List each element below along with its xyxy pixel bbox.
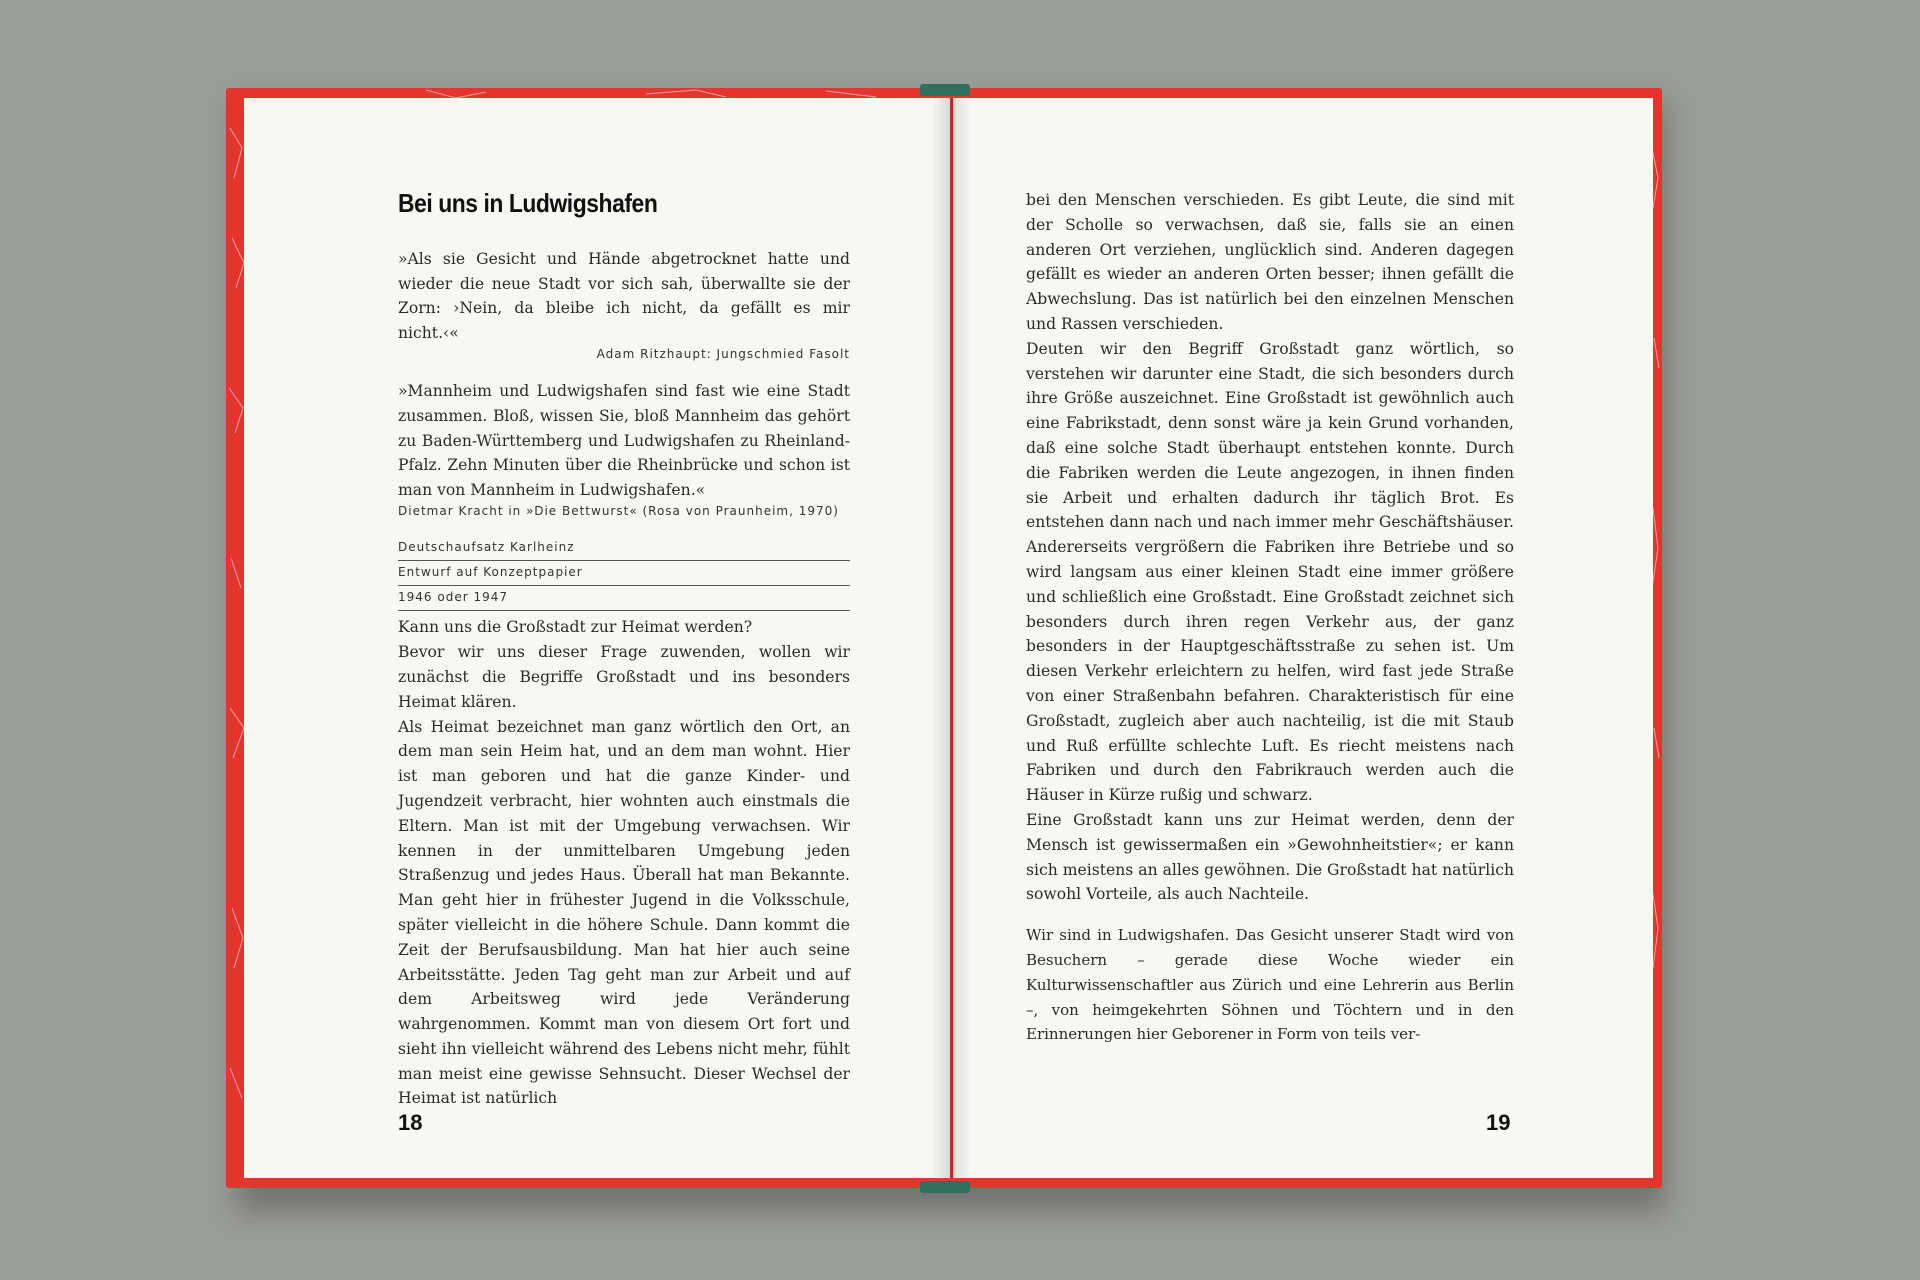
body-paragraph: Bevor wir uns dieser Frage zuwenden, wollen wir zunächst die Begriffe Großstadt und ins besonders Heimat klären. [398, 643, 850, 711]
meta-line: Entwurf auf Konzeptpapier [398, 561, 850, 586]
epigraph-source: Adam Ritzhaupt: Jungschmied Fasolt [596, 347, 850, 362]
headband-bottom [920, 1181, 970, 1193]
body-paragraph: Eine Großstadt kann uns zur Heimat werden, denn der Mensch ist gewissermaßen ein »Gewohnheitstier«; er kann sich meistens an alles gewöhnen. Die Großstadt hat natürlich sowohl Vorteile, als auch Nachteile. [1026, 810, 1514, 904]
epigraph-text: »Mannheim und Ludwigshafen sind fast wie eine Stadt zusammen. Bloß, wissen Sie, bloß Mannheim das gehört zu Baden-Württemberg und Ludwigshafen zu Rheinland-Pfalz. Zehn Minuten über die Rheinbrücke und schon ist man von Mannheim in Ludwigshafen.« [398, 382, 850, 499]
epigraph-text: »Als sie Gesicht und Hände abgetrocknet hatte und wieder die neue Stadt vor sich sah, überwallte sie der Zorn: ›Nein, da bleibe ich nicht, da gefällt es mir nicht.‹« [398, 250, 850, 342]
right-text-column [1026, 188, 1514, 1047]
page-number-right: 19 [1486, 1110, 1511, 1135]
closing-paragraph: Wir sind in Ludwigshafen. Das Gesicht unserer Stadt wird von Besuchern – gerade diese Woche wieder ein Kulturwissenschaftler aus Zürich und eine Lehrerin aus Berlin –, von heimgekehrten Söhnen und Töchtern und in den Erinnerungen hier Geborener in Form von teils ver- [1026, 926, 1514, 1044]
left-text-column [398, 188, 850, 1111]
chapter-heading: Bei uns in Ludwigshafen [398, 188, 658, 218]
epigraph-source: Dietmar Kracht in »Die Bettwurst« (Rosa von Praunheim, 1970) [398, 504, 839, 519]
body-paragraph: Deuten wir den Begriff Großstadt ganz wörtlich, so verstehen wir darunter eine Stadt, die sich besonders durch ihre Größe auszeichnet. Eine Großstadt ist gewöhnlich auch eine Fabrikstadt, denn sonst wäre ja kein Grund vorhanden, daß eine solche Stadt überhaupt entstehen konnte. Durch die Fabriken werden die Leute angezogen, in ihnen finden sie Arbeit und erhalten dadurch ihr täglich Brot. Es entstehen dann nach und nach immer mehr Geschäftshäuser. Andererseits vergrößern die Fabriken ihre Betriebe und so wird langsam aus einer kleinen Stadt eine immer größere und schließlich eine Großstadt. Eine Großstadt zeichnet sich besonders durch ihren regen Verkehr aus, der ganz besonders in der Hauptgeschäftsstraße zu sehen ist. Um diesen Verkehr erleichtern zu helfen, wird fast jede Straße von einer Straßenbahn befahren. Charakteristisch für eine Großstadt, zugleich aber auch nachteilig, ist die mit Staub und Ruß erfüllte schlechte Luft. Es riecht meistens nach Fabriken und durch den Fabrikrauch werden auch die Häuser in Kürze rußig und schwarz. [1026, 339, 1514, 805]
body-paragraph: Als Heimat bezeichnet man ganz wörtlich den Ort, an dem man sein Heim hat, und an dem man wohnt. Hier ist man geboren und hat die ganze Kinder- und Jugendzeit verbracht, hier wohnten auch einstmals die Eltern. Man ist mit der Umgebung verwachsen. Wir kennen in der unmittelbaren Umgebung jeden Straßenzug und jedes Haus. Überall hat man Bekannte. Man geht hier in frühester Jugend in die Volksschule, später vielleicht in die höhere Schule. Dann kommt die Zeit der Berufsausbildung. Man hat hier auch seine Arbeitsstätte. Jeden Tag geht man zur Arbeit und auf dem Arbeitsweg wird jede Veränderung wahrgenommen. Kommt man von diesem Ort fort und sieht ihn vielleicht während des Lebens nicht mehr, fühlt man meist eine gewisse Sehnsucht. Dieser Wechsel der Heimat ist natürlich [398, 717, 850, 1108]
meta-line: Deutschaufsatz Karlheinz [398, 536, 850, 561]
headband-top [920, 84, 970, 96]
document-meta [398, 536, 850, 611]
meta-line: 1946 oder 1947 [398, 586, 850, 611]
page-number-left: 18 [398, 1110, 423, 1135]
body-paragraph: Kann uns die Großstadt zur Heimat werden? [398, 618, 753, 637]
book-gutter [932, 98, 972, 1178]
body-paragraph: bei den Menschen verschieden. Es gibt Leute, die sind mit der Scholle so verwachsen, daß sie, falls sie an einen anderen Ort verziehen, unglücklich sind. Anderen dagegen gefällt es wieder an anderen Orten besser; ihnen gefällt die Abwechslung. Das ist natürlich bei den einzelnen Menschen und Rassen verschieden. [1026, 191, 1514, 333]
